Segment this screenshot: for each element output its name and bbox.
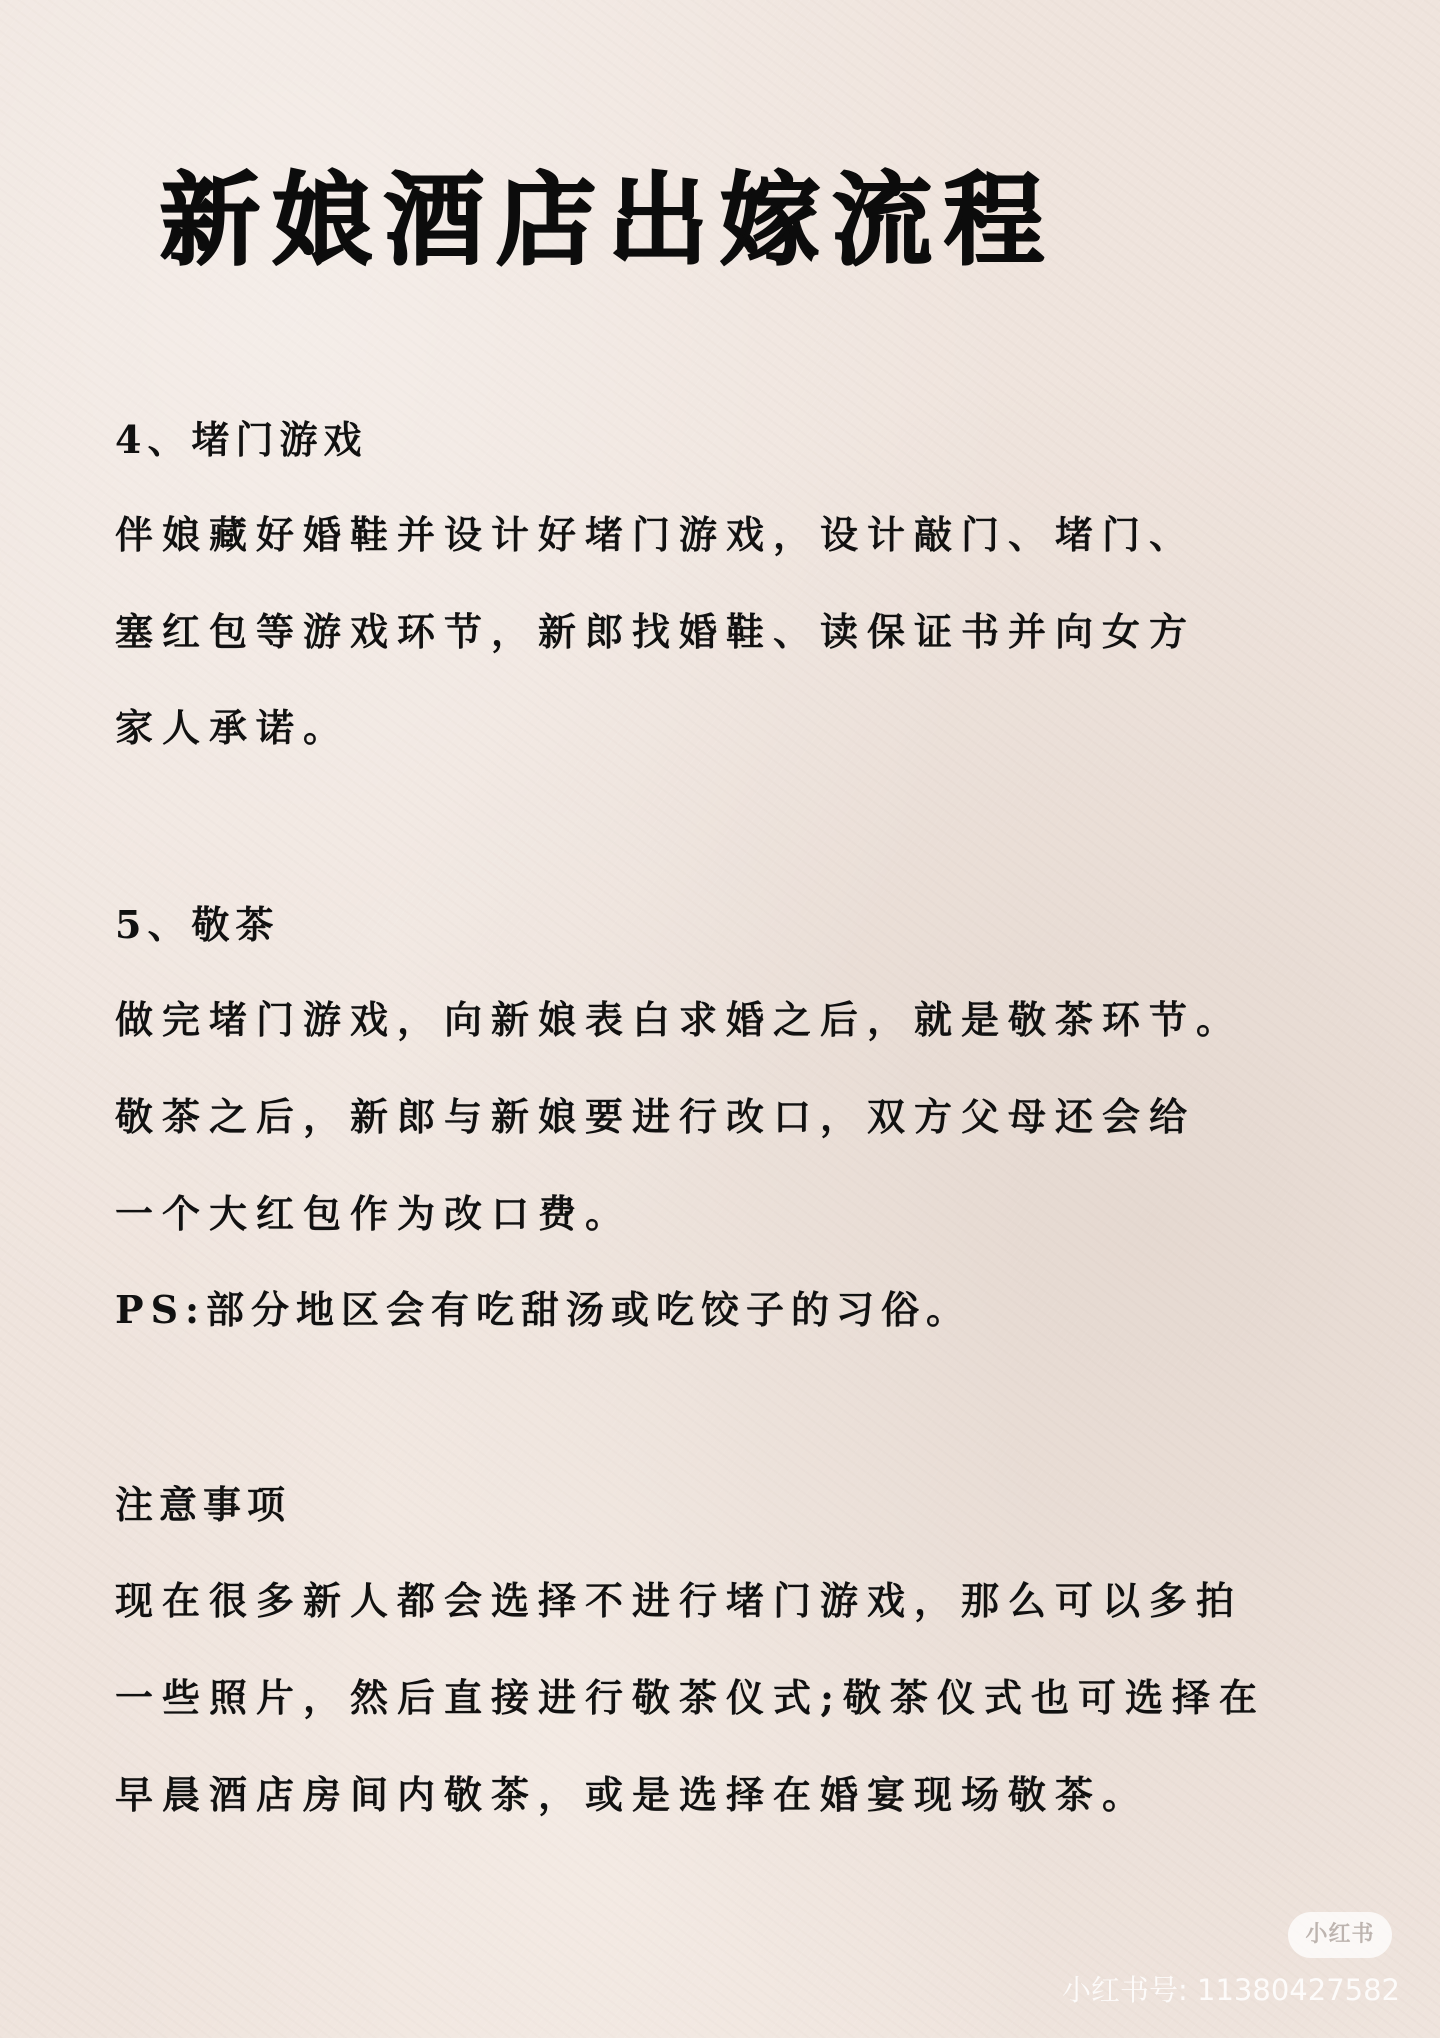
brand-watermark-logo: 小红书 <box>1288 1912 1392 1958</box>
paragraph-line: 敬茶之后，新郎与新娘要进行改口，双方父母还会给 <box>115 1094 1197 1139</box>
paragraph-line: 一些照片，然后直接进行敬茶仪式;敬茶仪式也可选择在 <box>115 1675 1267 1720</box>
section-heading: 5、敬茶 <box>115 902 280 947</box>
paragraph-line: 塞红包等游戏环节，新郎找婚鞋、读保证书并向女方 <box>115 609 1197 654</box>
section-heading: 4、堵门游戏 <box>115 417 368 462</box>
paragraph-line: 一个大红包作为改口费。 <box>115 1191 633 1236</box>
page-title: 新娘酒店出嫁流程 <box>160 161 1056 279</box>
paragraph-line: 家人承诺。 <box>115 705 351 750</box>
paragraph-line: 早晨酒店房间内敬茶，或是选择在婚宴现场敬茶。 <box>115 1772 1150 1817</box>
paragraph-line: 做完堵门游戏，向新娘表白求婚之后，就是敬茶环节。 <box>115 997 1244 1042</box>
paragraph-line: 伴娘藏好婚鞋并设计好堵门游戏，设计敲门、堵门、 <box>115 512 1197 557</box>
section-heading: 注意事项 <box>115 1482 292 1527</box>
ps-note: PS:部分地区会有吃甜汤或吃饺子的习俗。 <box>115 1287 972 1332</box>
account-watermark: 小红书号: 11380427582 <box>1062 1973 1400 2007</box>
paragraph-line: 现在很多新人都会选择不进行堵门游戏，那么可以多拍 <box>115 1578 1244 1623</box>
